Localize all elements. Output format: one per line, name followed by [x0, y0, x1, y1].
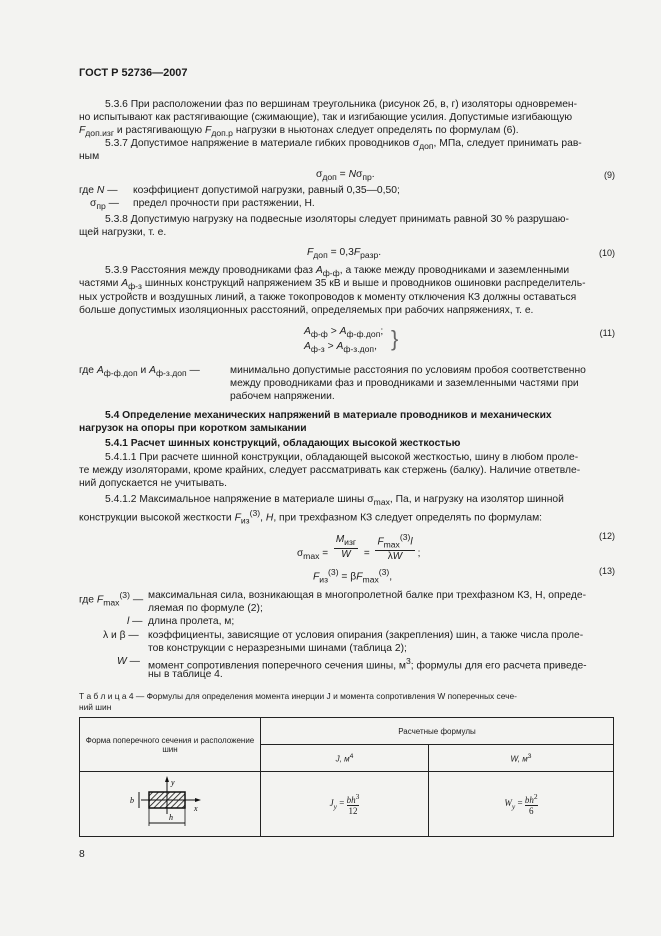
svg-text:h: h — [169, 813, 173, 822]
equation-12: $\sigma_{max}$ = $M_{изг}$ W = $F_{max}^{(3)}l$ λW ; — [297, 532, 421, 563]
table4-caption-line2: ний шин — [79, 702, 112, 712]
where-13-sym1: где $F_{max}^{(3)}$ — — [79, 590, 144, 608]
paragraph-539-line1: 5.3.9 Расстояния между проводниками фаз $A_{ф-ф}$, а также между проводниками и заземленными — [105, 265, 570, 279]
paragraph-538-line2: щей нагрузки, т. е. — [79, 227, 167, 238]
where-13-text7: ны в таблице 4. — [148, 669, 223, 680]
equation-11-brace: } — [391, 326, 399, 351]
table4-cell-formula-j: $J_y$ = $\frac{bh^3}{12}$ — [261, 772, 429, 837]
where-13-text6: момент сопротивления поперечного сечения шины, $м^3$; формулы для его расчета приведе- — [148, 656, 587, 672]
paragraph-5411-line2: те между изоляторами, кроме крайних, следует рассматривать как стержень (балку). Наличие ответвле- — [79, 465, 581, 476]
where-13-sym4: W — — [117, 656, 140, 667]
where-9-sym1: где N — — [79, 185, 118, 196]
equation-11a: $A_{ф-ф} > A_{ф-ф.доп}$; — [304, 326, 384, 340]
paragraph-539-line2: частями $A_{ф-з}$ шинных конструкций напряжением 35 кВ и выше и проводников ошиновки распределитель- — [79, 278, 586, 292]
paragraph-537-line1: 5.3.7 Допустимое напряжение в материале гибких проводников $\sigma_{доп}$, МПа, следует принимать рав- — [105, 138, 582, 152]
paragraph-5412-line1: 5.4.1.2 Максимальное напряжение в материале шины $\sigma_{max}$, Па, и нагрузку на изолятор шинной — [105, 494, 564, 508]
equation-13-number: (13) — [598, 566, 615, 576]
where-11-text1: минимально допустимые расстояния по условиям пробоя соответственно — [230, 365, 586, 376]
table-4 — [79, 717, 614, 837]
paragraph-538-line1: 5.3.8 Допустимую нагрузку на подвесные изоляторы следует принимать равной 30 % разрушаю- — [105, 214, 569, 225]
where-9-text2: предел прочности при растяжении, Н. — [133, 198, 315, 209]
equation-11-number: (11) — [599, 328, 615, 338]
page-header: ГОСТ Р 52736—2007 — [79, 67, 188, 79]
where-11-sym: где $A_{ф-ф.доп}$ и $A_{ф-з.доп}$ — — [79, 365, 200, 379]
paragraph-5411-line1: 5.4.1.1 При расчете шинной конструкции, обладающей высокой жесткостью, шину в любом проле- — [105, 452, 579, 463]
equation-11b: $A_{ф-з} > A_{ф-з.доп}$, — [304, 341, 377, 355]
table4-header-w: W, $м^3$ — [428, 745, 613, 772]
svg-text:y: y — [171, 778, 175, 787]
table4-cell-formula-w: $W_y$ = $\frac{bh^2}{6}$ — [428, 772, 613, 837]
paragraph-539-line3: ных устройств и воздушных линий, а также токопроводов к моменту отключения КЗ должны оставаться — [79, 292, 577, 303]
where-13-text1: максимальная сила, возникающая в многопролетной балке при трехфазном КЗ, Н, опреде- — [148, 590, 586, 601]
where-13-sym2: l — — [127, 616, 143, 627]
rectangular-busbar-diagram — [125, 774, 215, 832]
paragraph-536-line2: но испытывают как растягивающие (сжимающие), так и изгибающие усилия. Допустимые изгибающую — [79, 112, 573, 123]
paragraph-537-line2: ным — [79, 151, 100, 162]
page-number: 8 — [79, 849, 85, 860]
svg-text:x: x — [194, 804, 198, 813]
table4-cell-shape — [80, 772, 261, 837]
where-13-text4: коэффициенты, зависящие от условия опирания (закрепления) шин, а также числа проле- — [148, 630, 584, 641]
where-9-sym2: $\sigma_{пр}$ — — [90, 198, 119, 212]
where-13-sym3: λ и β — — [103, 630, 139, 641]
where-13-text5: тов конструкции с неразрезными шинами (таблица 2); — [148, 643, 407, 654]
equation-10-number: (10) — [598, 248, 615, 258]
section-54-line1: 5.4 Определение механических напряжений в материале проводников и механических — [105, 410, 552, 421]
where-13-text3: длина пролета, м; — [148, 616, 235, 627]
table4-caption-line1: Т а б л и ц а 4 — Формулы для определения момента инерции J и момента сопротивления W поперечных сече- — [79, 691, 517, 701]
equation-12-number: (12) — [598, 531, 615, 541]
where-11-text3: рабочем напряжении. — [230, 391, 335, 402]
where-11-text2: между проводниками фаз и проводниками и заземленными частями при — [230, 378, 579, 389]
table4-header-shape: Форма поперечного сечения и расположение шин — [80, 718, 261, 772]
paragraph-539-line4: больше допустимых изоляционных расстояний, определяемых при рабочих напряжениях, т. е. — [79, 305, 534, 316]
paragraph-5411-line3: ний допускается не учитывать. — [79, 478, 228, 489]
equation-9: $\sigma_{доп} = N\sigma_{пр}$. — [316, 169, 375, 183]
table4-header-j: J, $м^4$ — [261, 745, 429, 772]
section-541: 5.4.1 Расчет шинных конструкций, обладающих высокой жесткостью — [105, 438, 461, 449]
where-13-text2: ляемая по формуле (2); — [148, 603, 263, 614]
paragraph-536-line3: $F_{доп.изг}$ и растягивающую $F_{доп.р}$ нагрузки в ньютонах следует определять по формулам (6). — [79, 125, 519, 139]
equation-10: $F_{доп} = 0,3F_{разр}$. — [307, 247, 382, 261]
section-54-line2: нагрузок на опоры при коротком замыкании — [79, 423, 307, 434]
equation-9-number: (9) — [604, 170, 615, 180]
where-9-text1: коэффициент допустимой нагрузки, равный 0,35—0,50; — [133, 185, 400, 196]
paragraph-536-line1: 5.3.6 При расположении фаз по вершинам треугольника (рисунок 2б, в, г) изоляторы одновремен- — [105, 99, 578, 110]
equation-13: $F_{из}^{(3)} = \beta F_{max}^{(3)}$, — [313, 567, 393, 585]
paragraph-5412-line2: конструкции высокой жесткости $F_{из}^{(3)}$, H, при трехфазном КЗ следует определять по формулам: — [79, 508, 543, 526]
table4-header-formulas: Расчетные формулы — [261, 718, 614, 745]
svg-text:b: b — [130, 796, 134, 805]
